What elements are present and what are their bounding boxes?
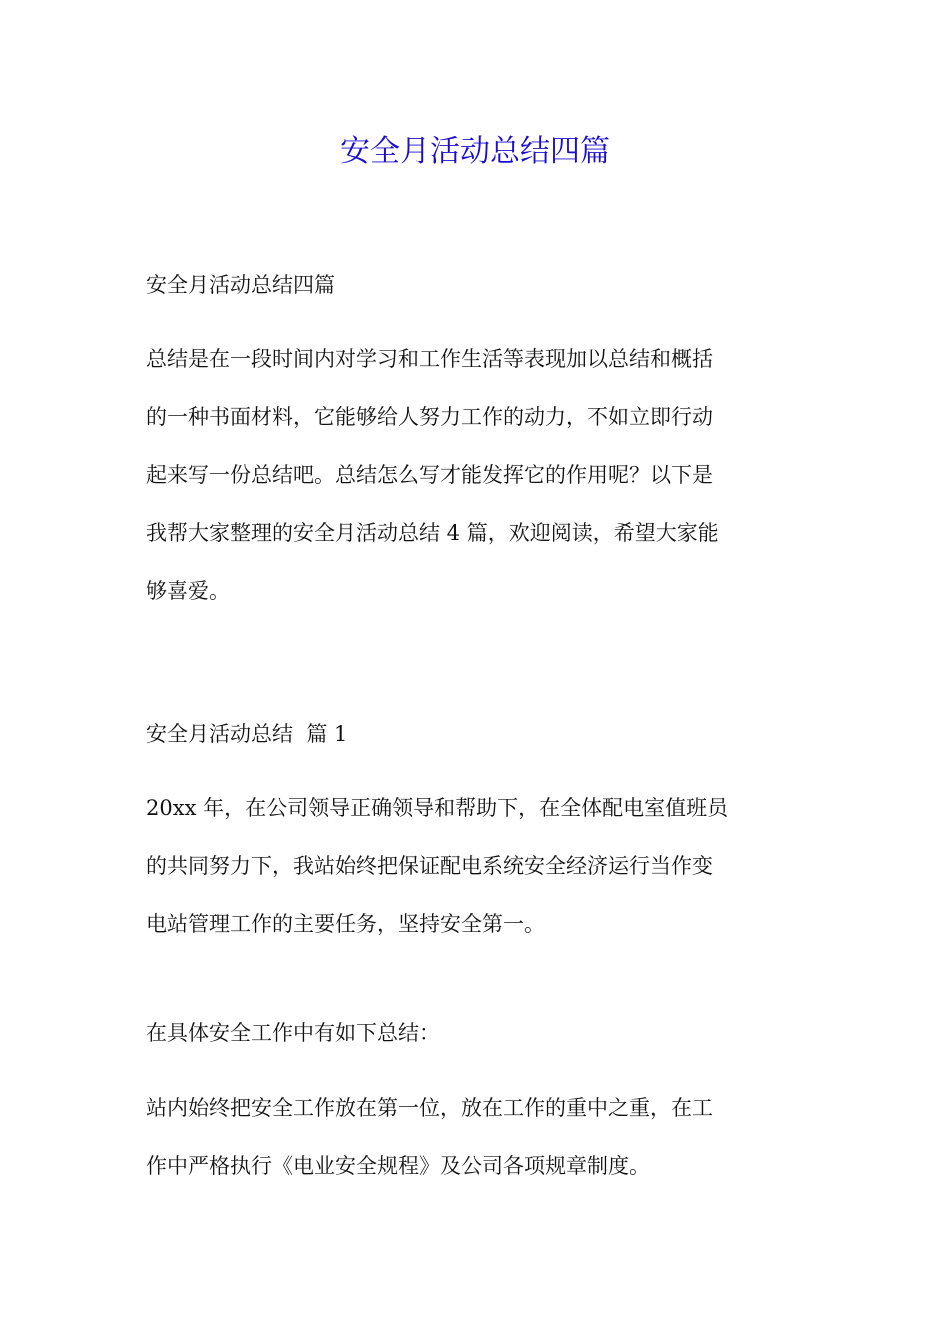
section-paragraph-3 [146,1079,811,1195]
paragraph-line: 作中严格执行《电业安全规程》及公司各项规章制度。 [146,1154,650,1178]
paragraph-line: 20xx 年，在公司领导正确领导和帮助下，在全体配电室值班员 [146,796,729,820]
intro-line: 的一种书面材料，它能够给人努力工作的动力，不如立即行动 [146,405,713,429]
intro-line: 我帮大家整理的安全月活动总结 4 篇，欢迎阅读，希望大家能 [146,521,719,545]
paragraph-line: 电站管理工作的主要任务，坚持安全第一。 [146,912,545,936]
intro-line: 起来写一份总结吧。总结怎么写才能发挥它的作用呢？以下是 [146,463,713,487]
paragraph-line: 的共同努力下，我站始终把保证配电系统安全经济运行当作变 [146,854,713,878]
section-heading: 安全月活动总结 篇 1 [146,722,348,746]
document-title: 安全月活动总结四篇 [340,134,610,169]
section-paragraph-2: 在具体安全工作中有如下总结： [146,1021,440,1045]
intro-paragraph [146,330,811,620]
paragraph-line: 站内始终把安全工作放在第一位，放在工作的重中之重，在工 [146,1096,713,1120]
subtitle-paragraph: 安全月活动总结四篇 [146,273,335,297]
intro-line: 够喜爱。 [146,579,230,603]
section-paragraph-1 [146,779,811,953]
intro-line: 总结是在一段时间内对学习和工作生活等表现加以总结和概括 [146,347,713,371]
